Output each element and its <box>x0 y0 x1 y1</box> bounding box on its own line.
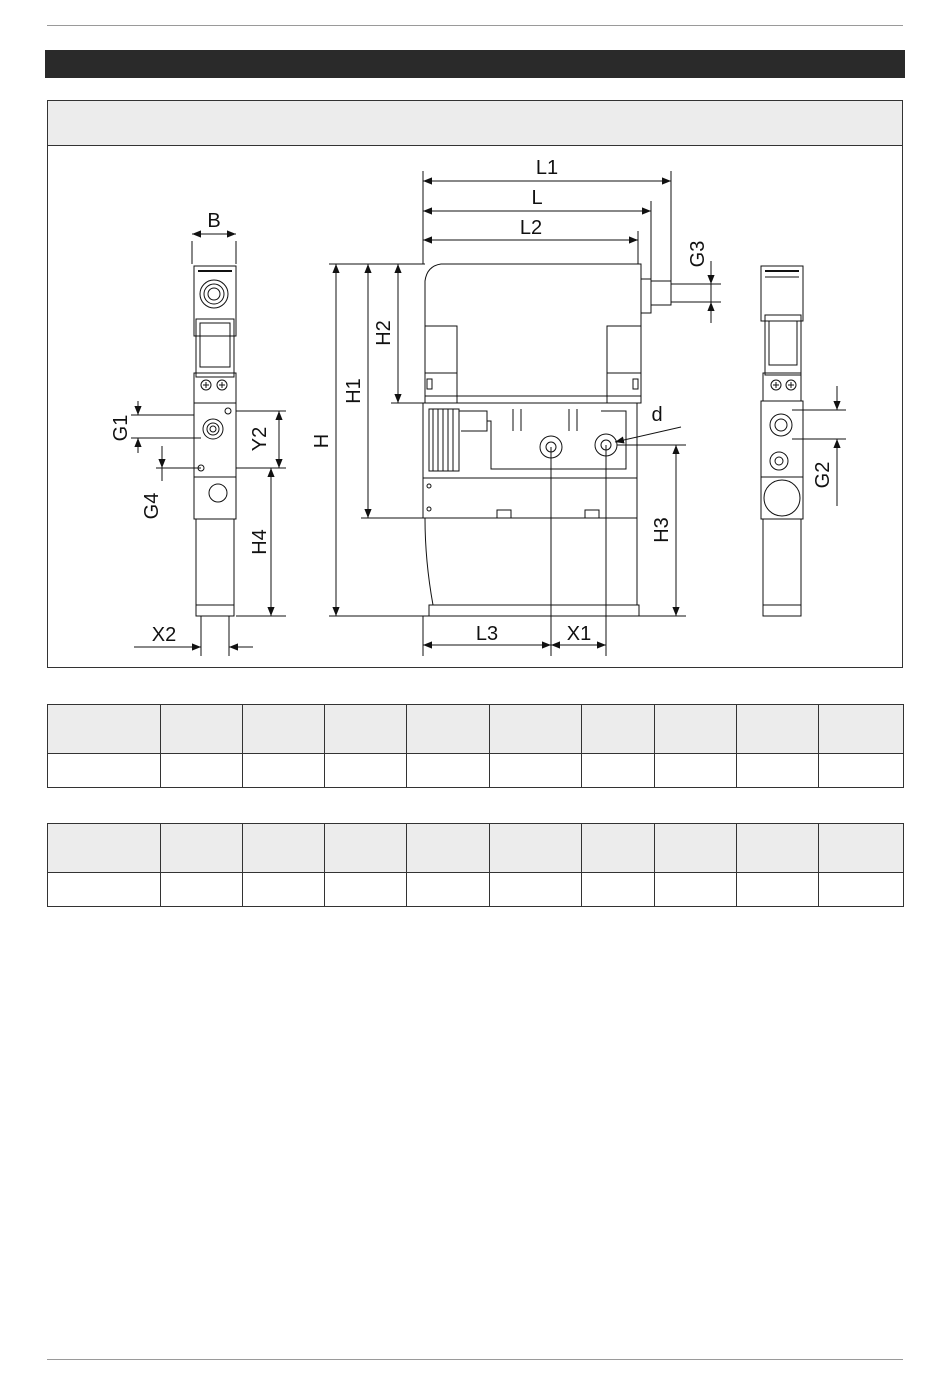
dimension-table-1 <box>47 704 904 788</box>
header-cell <box>655 824 737 873</box>
dimension-drawing-panel <box>47 100 903 668</box>
label-h: H <box>311 433 333 449</box>
table-cell <box>655 873 737 907</box>
dimension-table-2 <box>47 823 904 907</box>
label-g2: G2 <box>812 461 834 489</box>
right-side-view <box>761 266 846 616</box>
label-g1: G1 <box>110 414 132 442</box>
table-cell <box>161 873 243 907</box>
table-cell <box>819 873 904 907</box>
table-cell <box>819 754 904 788</box>
label-x1: X1 <box>566 623 592 645</box>
header-cell <box>243 705 325 754</box>
technical-drawing <box>48 101 904 669</box>
label-l1: L1 <box>535 157 559 179</box>
header-cell <box>325 824 407 873</box>
header-cell <box>490 705 582 754</box>
table-cell <box>582 754 655 788</box>
header-cell <box>819 705 904 754</box>
table-cell <box>161 754 243 788</box>
table-cell <box>407 754 490 788</box>
table-cell <box>325 873 407 907</box>
label-x2: X2 <box>151 624 177 646</box>
table-cell <box>737 873 819 907</box>
table-header-row <box>48 824 904 873</box>
label-h4: H4 <box>249 529 271 555</box>
label-y2: Y2 <box>249 426 271 452</box>
header-cell <box>819 824 904 873</box>
table-cell <box>490 873 582 907</box>
section-header-bar <box>45 50 905 78</box>
header-cell <box>161 824 243 873</box>
header-cell <box>490 824 582 873</box>
header-cell <box>582 824 655 873</box>
table-cell <box>655 754 737 788</box>
header-cell <box>737 705 819 754</box>
table-cell <box>407 873 490 907</box>
table-row <box>48 754 904 788</box>
table-cell <box>582 873 655 907</box>
header-cell <box>161 705 243 754</box>
label-l3: L3 <box>475 623 499 645</box>
bottom-rule <box>47 1359 903 1360</box>
table-cell <box>490 754 582 788</box>
table-row <box>48 873 904 907</box>
label-l2: L2 <box>519 217 543 239</box>
label-h3: H3 <box>651 517 673 543</box>
header-cell <box>48 705 161 754</box>
header-cell <box>582 705 655 754</box>
header-cell <box>737 824 819 873</box>
label-h2: H2 <box>373 320 395 346</box>
table-cell <box>243 754 325 788</box>
header-cell <box>243 824 325 873</box>
table-cell <box>325 754 407 788</box>
label-b: B <box>207 210 221 232</box>
header-cell <box>48 824 161 873</box>
label-g3: G3 <box>687 240 709 268</box>
table-header-row <box>48 705 904 754</box>
header-cell <box>655 705 737 754</box>
label-g4: G4 <box>141 492 163 520</box>
header-cell <box>325 705 407 754</box>
table-cell <box>737 754 819 788</box>
table-cell <box>48 873 161 907</box>
table-cell <box>48 754 161 788</box>
label-l: L <box>531 187 543 209</box>
label-h1: H1 <box>343 378 365 404</box>
top-rule <box>47 25 903 26</box>
table-cell <box>243 873 325 907</box>
label-d: d <box>651 404 663 426</box>
header-cell <box>407 824 490 873</box>
header-cell <box>407 705 490 754</box>
